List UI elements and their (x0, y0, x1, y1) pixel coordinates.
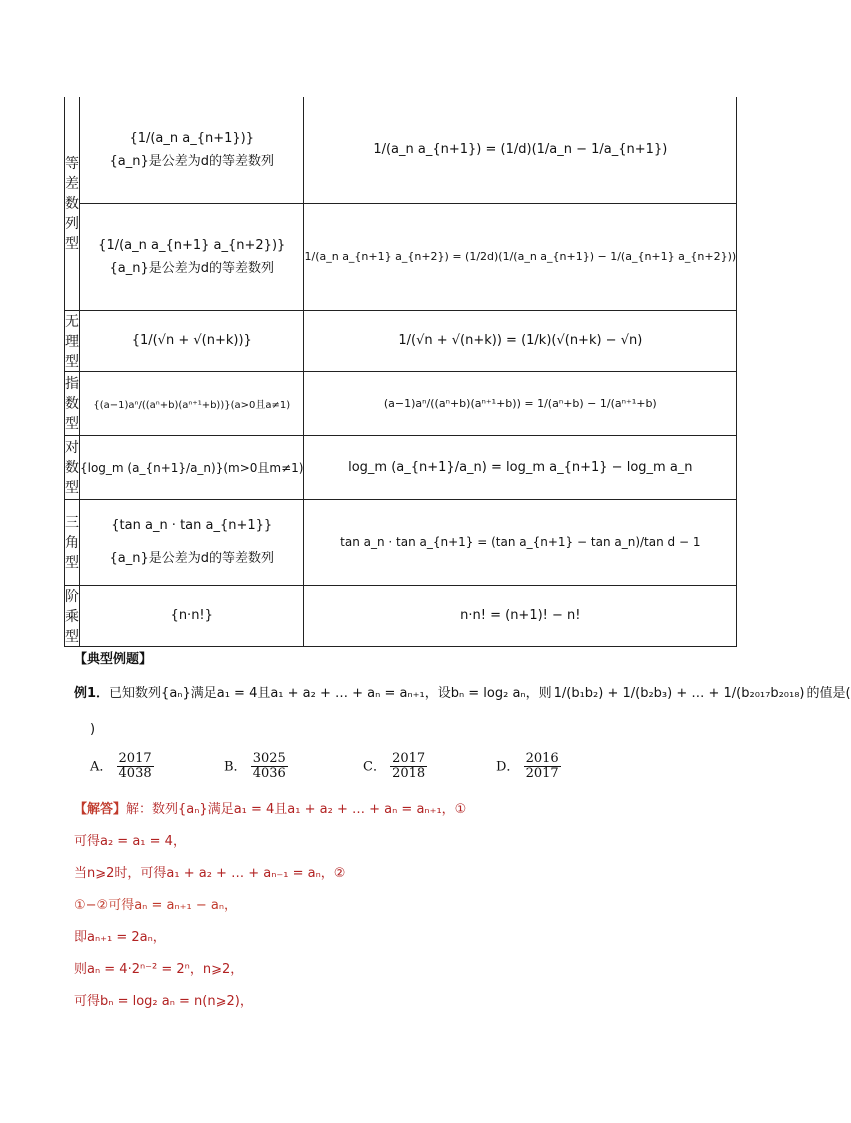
seq-expr: {log_m (a_{n+1}/a_n)}(m>0且m≠1) (80, 460, 304, 475)
seq-cell (80, 203, 304, 310)
example-close: ) (90, 722, 96, 737)
solution-line-2: 可得a₂ = a₁ = 4， (74, 834, 186, 849)
formula-expr: 1/(a_n a_{n+1}) = (1/d)(1/a_n − 1/a_{n+1}) (373, 142, 668, 158)
seq-cell (80, 310, 304, 371)
example-stem (74, 682, 851, 701)
type-cell (65, 310, 80, 371)
example-label: 例1． (74, 686, 110, 701)
type-label: 等差数列型 (65, 156, 79, 253)
formula-expr: tan a_n · tan a_{n+1} = (tan a_{n+1} − tan a_n)/tan d − 1 (340, 535, 701, 549)
type-label: 阶乘型 (65, 588, 79, 645)
option-d-fraction: $\frac{2016}{2017}$ (525, 751, 559, 782)
solution-line-4: ①−②可得aₙ = aₙ₊₁ − aₙ， (74, 898, 238, 913)
type-label: 对数型 (65, 440, 79, 496)
condition-text: {a_n}是公差为d的等差数列 (109, 260, 274, 276)
seq-cell (80, 97, 304, 203)
formula-expr: n·n! = (n+1)! − n! (460, 608, 581, 623)
type-cell (65, 585, 80, 646)
seq-expr: {n·n!} (170, 608, 213, 623)
option-d: D． $\frac{2016}{2017}$ (496, 751, 559, 782)
solution-line-7: 可得bₙ = log₂ aₙ = n(n⩾2)， (74, 994, 253, 1009)
formula-cell (304, 203, 737, 310)
formula-expr: 1/(√n + √(n+k)) = (1/k)(√(n+k) − √n) (398, 333, 643, 348)
type-cell (65, 499, 80, 585)
formula-cell (304, 585, 737, 646)
seq-cell (80, 435, 304, 499)
type-label: 无理型 (65, 313, 79, 370)
seq-expr: {1/(√n + √(n+k))} (131, 333, 252, 348)
example-tail: 的值是( (806, 686, 851, 701)
option-c-fraction: $\frac{2017}{2018}$ (392, 751, 426, 782)
type-label: 三角型 (65, 515, 79, 571)
summation-table (64, 97, 737, 647)
solution-line-6: 则aₙ = 4·2ⁿ⁻² = 2ⁿ，n⩾2， (74, 962, 244, 977)
type-cell (65, 371, 80, 435)
condition-text: {a_n}是公差为d的等差数列 (109, 551, 274, 566)
formula-cell (304, 435, 737, 499)
sum-expression: 1/(b₁b₂) + 1/(b₂b₃) + … + 1/(b₂₀₁₇b₂₀₁₈) (553, 686, 805, 701)
formula-expr: (a−1)aⁿ/((aⁿ+b)(aⁿ⁺¹+b)) = 1/(aⁿ+b) − 1/(aⁿ⁺¹+b) (383, 396, 657, 410)
seq-cell (80, 371, 304, 435)
option-c: C． $\frac{2017}{2018}$ (363, 751, 426, 782)
solution-line-3: 当n⩾2时，可得a₁ + a₂ + … + aₙ₋₁ = aₙ，② (74, 866, 346, 881)
example-stem-text: 已知数列{aₙ}满足a₁ = 4且a₁ + a₂ + … + aₙ = aₙ₊₁，设bₙ = log₂ aₙ，则 (109, 686, 552, 701)
option-b: B． $\frac{3025}{4036}$ (224, 751, 286, 782)
formula-expr: log_m (a_{n+1}/a_n) = log_m a_{n+1} − log_m a_n (348, 459, 693, 475)
formula-cell (304, 499, 737, 585)
seq-expr: {1/(a_n a_{n+1} a_{n+2})} (98, 237, 286, 253)
type-label: 指数型 (65, 376, 79, 432)
seq-expr: {(a−1)aⁿ/((aⁿ+b)(aⁿ⁺¹+b))}(a>0且a≠1) (93, 399, 291, 411)
option-b-fraction: $\frac{3025}{4036}$ (252, 751, 286, 782)
seq-cell (80, 499, 304, 585)
type-cell (65, 435, 80, 499)
solution-line-5: 即aₙ₊₁ = 2aₙ， (74, 930, 166, 945)
option-a: A． $\frac{2017}{4038}$ (90, 751, 152, 782)
formula-cell (304, 97, 737, 203)
formula-expr: 1/(a_n a_{n+1} a_{n+2}) = (1/2d)(1/(a_n a_{n+1}) − 1/(a_{n+1} a_{n+2})) (304, 250, 737, 263)
formula-cell (304, 371, 737, 435)
seq-expr: {tan a_n · tan a_{n+1}} (111, 518, 273, 533)
condition-text: {a_n}是公差为d的等差数列 (109, 153, 274, 169)
solution-head: 【解答】 (74, 802, 127, 817)
type-cell (65, 97, 80, 310)
solution-line-1: 【解答】解：数列{aₙ}满足a₁ = 4且a₁ + a₂ + … + aₙ = aₙ₊₁，① (74, 802, 467, 817)
option-a-fraction: $\frac{2017}{4038}$ (118, 751, 152, 782)
seq-cell (80, 585, 304, 646)
formula-cell (304, 310, 737, 371)
section-title: 【典型例题】 (74, 652, 153, 667)
seq-expr: {1/(a_n a_{n+1})} (129, 130, 255, 146)
